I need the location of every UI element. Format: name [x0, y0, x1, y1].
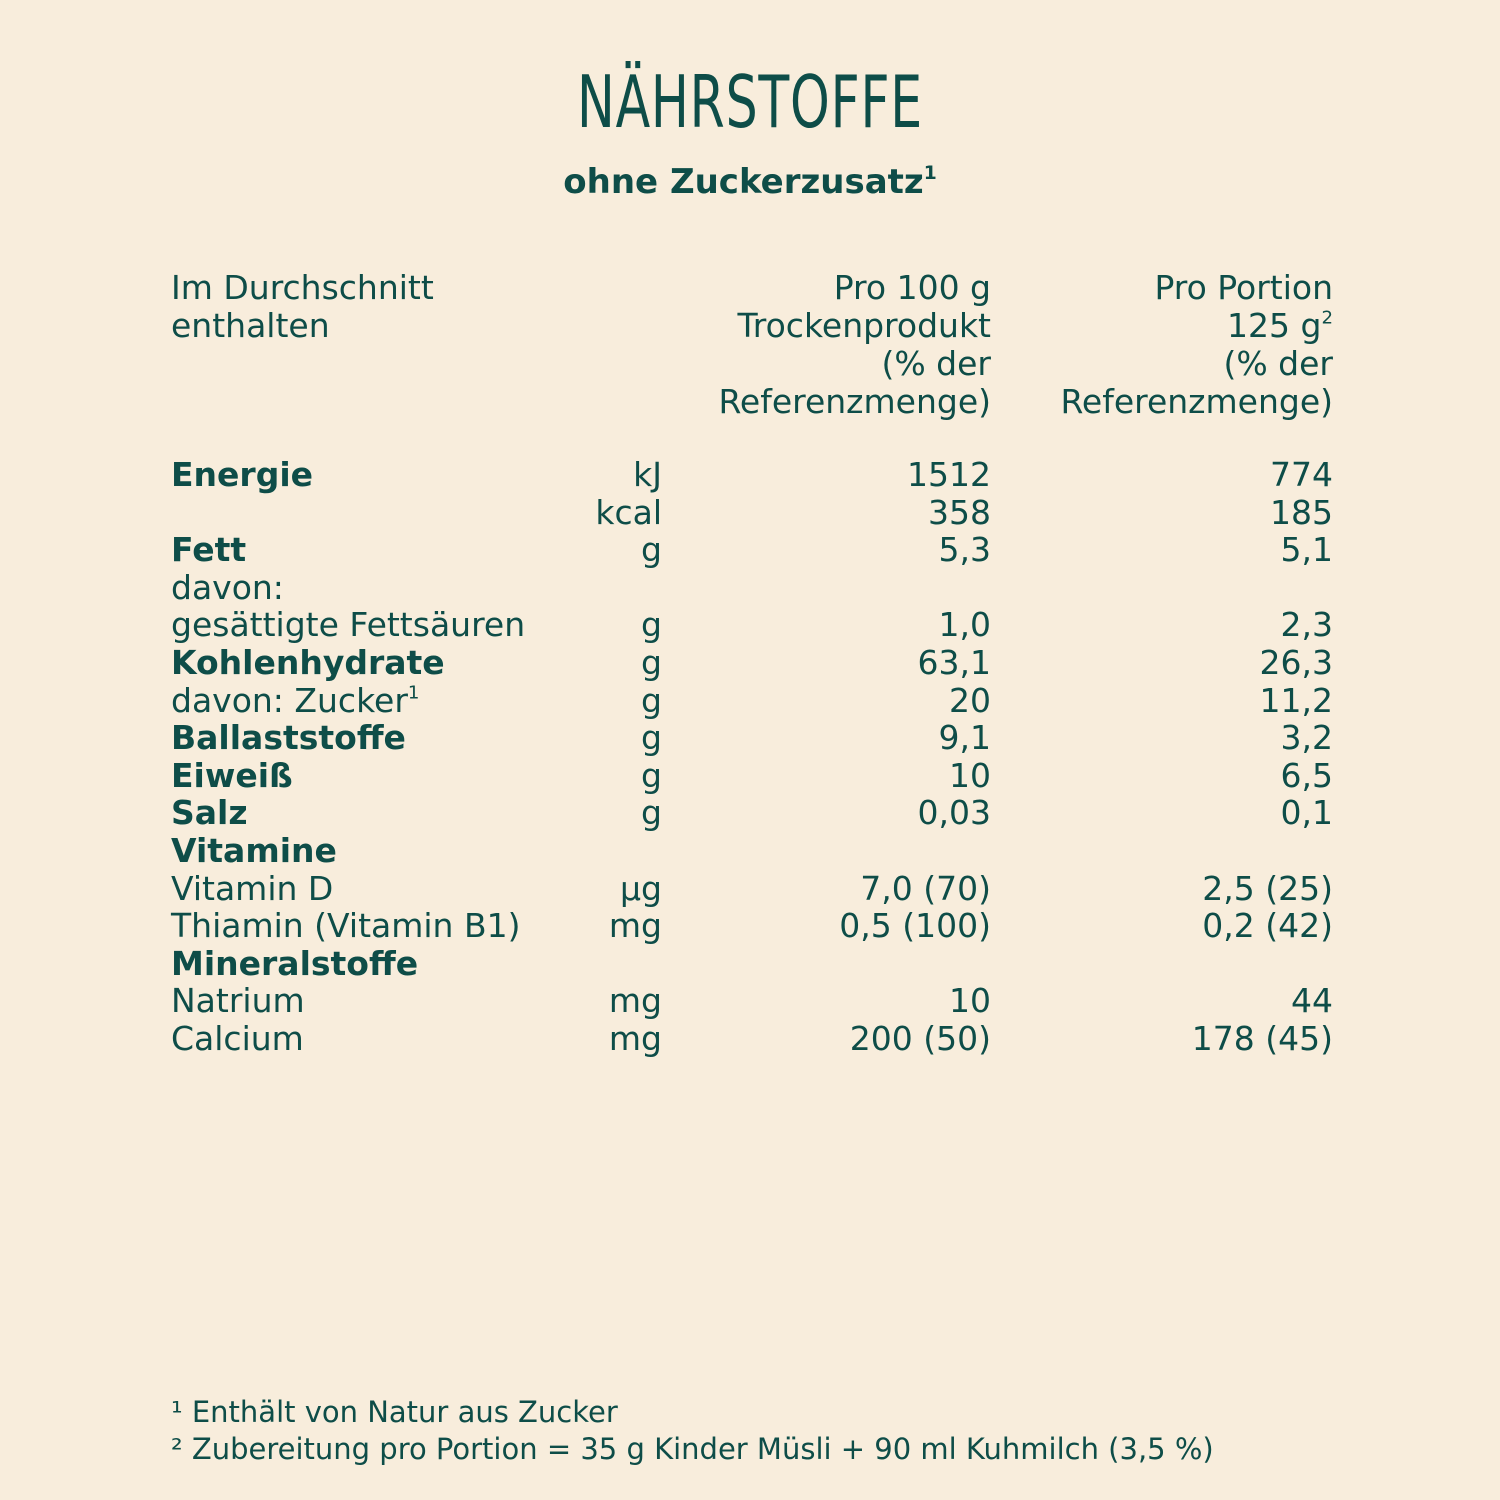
table-row [0, 494, 1500, 532]
nutrient-unit: mg [608, 981, 662, 1021]
nutrient-name-text: Thiamin (Vitamin B1) [171, 906, 521, 946]
nutrient-name [171, 982, 305, 1020]
footnote-2: ² Zubereitung pro Portion = 35 g Kinder Müsli + 90 ml Kuhmilch (3,5 %) [171, 1432, 1214, 1466]
nutrition-table [0, 456, 1500, 1058]
table-row [0, 606, 1500, 644]
value-per-portion: 0,1 [1280, 793, 1333, 833]
table-row [0, 794, 1500, 832]
table-row [0, 1020, 1500, 1058]
value-per-portion: 178 (45) [1191, 1018, 1333, 1058]
nutrient-unit: kJ [633, 455, 662, 494]
header-col1-line: Referenzmenge) [718, 382, 991, 421]
table-row [0, 832, 1500, 870]
value-per-100g: 1,0 [938, 605, 991, 645]
table-row [0, 870, 1500, 908]
value-per-portion: 44 [1291, 981, 1333, 1021]
footnote-1: ¹ Enthält von Natur aus Zucker [171, 1395, 618, 1429]
nutrient-name [171, 907, 520, 945]
header-col1-line: Trockenprodukt [737, 306, 991, 345]
nutrient-name [171, 644, 445, 682]
table-row [0, 531, 1500, 569]
table-row [0, 945, 1500, 983]
header-label [171, 269, 591, 345]
nutrient-unit: g [641, 755, 662, 795]
table-row [0, 719, 1500, 757]
nutrient-unit: g [641, 642, 662, 682]
value-per-100g: 1512 [907, 455, 991, 494]
nutrient-name-text: Natrium [171, 981, 305, 1021]
nutrient-unit: g [641, 680, 662, 720]
nutrient-name-text: Vitamin D [171, 868, 334, 908]
nutrient-footnote-marker: 1 [407, 681, 420, 703]
nutrient-name [171, 757, 293, 795]
nutrient-name [171, 606, 525, 644]
value-per-100g: 20 [949, 680, 991, 720]
nutrient-name-text: Energie [171, 455, 314, 494]
table-row [0, 644, 1500, 682]
page-title: NÄHRSTOFFE [576, 60, 924, 144]
nutrient-unit: g [641, 605, 662, 645]
header-col2-line: (% der [1223, 344, 1333, 383]
nutrient-name [171, 1020, 304, 1058]
nutrient-name-text: davon: [171, 567, 284, 607]
subtitle-text: ohne Zuckerzusatz [563, 162, 924, 202]
nutrient-unit: kcal [595, 492, 662, 532]
nutrient-unit: g [641, 793, 662, 833]
nutrient-name-text: Mineralstoffe [171, 943, 419, 983]
table-row [0, 757, 1500, 795]
nutrient-name [171, 569, 284, 607]
nutrient-unit: mg [608, 1018, 662, 1058]
nutrient-unit: µg [620, 868, 662, 908]
value-per-100g: 0,03 [917, 793, 991, 833]
nutrient-name [171, 456, 313, 494]
nutrient-name [171, 870, 333, 908]
nutrient-name-text: Calcium [171, 1018, 304, 1058]
table-row [0, 456, 1500, 494]
nutrient-name-text: Ballaststoffe [171, 718, 406, 758]
subtitle-footnote-marker: 1 [923, 162, 937, 184]
value-per-100g: 5,3 [938, 530, 991, 570]
nutrient-name-text: Vitamine [171, 830, 337, 870]
nutrient-name [171, 682, 419, 720]
header-col2-line [1000, 307, 1333, 345]
nutrient-name-text: gesättigte Fettsäuren [171, 605, 526, 645]
value-per-portion: 2,5 (25) [1202, 868, 1333, 908]
value-per-100g: 0,5 (100) [839, 906, 991, 946]
nutrient-name [171, 531, 246, 569]
nutrient-name-text: Salz [171, 793, 248, 833]
nutrient-unit: g [641, 718, 662, 758]
nutrient-unit: mg [608, 906, 662, 946]
table-row [0, 982, 1500, 1020]
value-per-portion: 0,2 (42) [1202, 906, 1333, 946]
header-col2-line: Referenzmenge) [1060, 382, 1333, 421]
nutrient-name-text: Fett [171, 530, 247, 570]
nutrient-name-text: Kohlenhydrate [171, 642, 445, 682]
header-per-100g [620, 269, 991, 421]
value-per-portion: 3,2 [1280, 718, 1333, 758]
page-subtitle [0, 160, 1500, 204]
value-per-portion: 11,2 [1259, 680, 1333, 720]
value-per-100g: 200 (50) [849, 1018, 991, 1058]
value-per-100g: 10 [949, 981, 991, 1021]
table-row [0, 682, 1500, 720]
header-col2-footnote-marker: 2 [1321, 307, 1333, 329]
nutrient-name [171, 794, 248, 832]
value-per-portion: 26,3 [1259, 642, 1333, 682]
footnotes [171, 1394, 1214, 1468]
header-per-portion [1000, 269, 1333, 421]
header-col1-line: Pro 100 g [833, 268, 991, 307]
value-per-portion: 5,1 [1280, 530, 1333, 570]
table-row [0, 907, 1500, 945]
value-per-portion: 774 [1270, 455, 1333, 494]
header-col2-portion-size: 125 g [1227, 306, 1322, 345]
nutrient-name [171, 719, 406, 757]
value-per-portion: 185 [1270, 492, 1333, 532]
table-row [0, 569, 1500, 607]
value-per-100g: 7,0 (70) [860, 868, 991, 908]
nutrient-unit: g [641, 530, 662, 570]
value-per-portion: 2,3 [1280, 605, 1333, 645]
nutrient-name [171, 832, 337, 870]
header-label-line: enthalten [171, 306, 330, 345]
value-per-100g: 358 [928, 492, 991, 532]
header-col1-line: (% der [881, 344, 991, 383]
header-label-line: Im Durchschnitt [171, 268, 434, 307]
value-per-100g: 63,1 [917, 642, 991, 682]
value-per-100g: 10 [949, 755, 991, 795]
header-col2-line: Pro Portion [1154, 268, 1333, 307]
nutrient-name-text: Eiweiß [171, 755, 293, 795]
nutrient-name-text: davon: Zucker [171, 680, 408, 720]
nutrient-name [171, 945, 418, 983]
value-per-portion: 6,5 [1280, 755, 1333, 795]
value-per-100g: 9,1 [938, 718, 991, 758]
